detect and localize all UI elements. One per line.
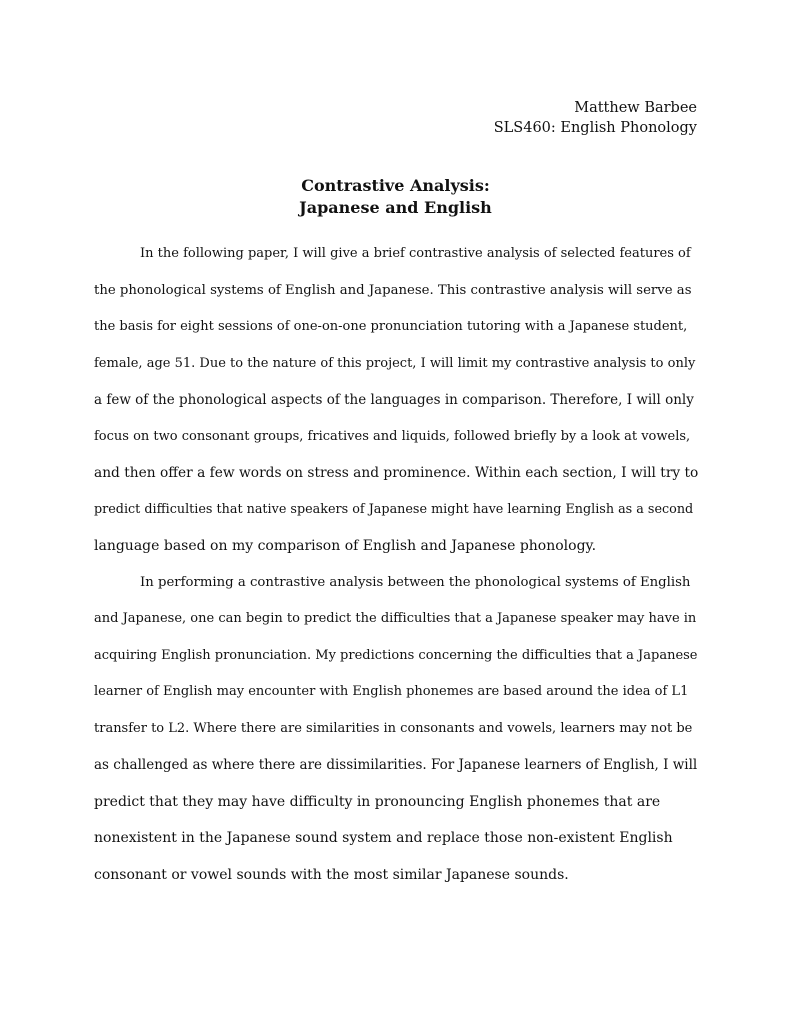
document-title <box>0 175 791 219</box>
paragraph-line: In the following paper, I will give a brief contrastive analysis of selected features of <box>140 246 691 261</box>
title-line-2: Japanese and English <box>299 198 492 217</box>
course-name: SLS460: English Phonology <box>493 120 697 136</box>
paragraph-line: the phonological systems of English and Japanese. This contrastive analysis will serve as <box>94 282 692 298</box>
paragraph-line: learner of English may encounter with English phonemes are based around the idea of L1 <box>94 684 689 699</box>
paragraph-line: predict difficulties that native speakers of Japanese might have learning English as a second <box>94 501 694 517</box>
paragraph-line: and then offer a few words on stress and prominence. Within each section, I will try to <box>94 465 699 481</box>
paragraph-2 <box>94 565 698 894</box>
paragraph-line: language based on my comparison of English and Japanese phonology. <box>94 538 597 554</box>
paragraph-1 <box>94 236 698 565</box>
paragraph-line: the basis for eight sessions of one-on-one pronunciation tutoring with a Japanese student, <box>94 319 688 334</box>
paragraph-line: focus on two consonant groups, fricatives and liquids, followed briefly by a look at vowels, <box>94 428 691 444</box>
document-header <box>494 98 697 138</box>
paragraph-line: acquiring English pronunciation. My predictions concerning the difficulties that a Japanese <box>94 647 698 663</box>
paragraph-line: In performing a contrastive analysis between the phonological systems of English <box>140 574 691 590</box>
author-name: Matthew Barbee <box>574 100 697 116</box>
paragraph-line: as challenged as where there are dissimilarities. For Japanese learners of English, I will <box>94 757 698 773</box>
document-body <box>94 236 698 893</box>
paragraph-line: a few of the phonological aspects of the languages in comparison. Therefore, I will only <box>94 392 694 408</box>
paragraph-line: nonexistent in the Japanese sound system and replace those non-existent English <box>94 830 673 846</box>
paragraph-line: female, age 51. Due to the nature of this project, I will limit my contrastive analysis to only <box>94 355 696 371</box>
paragraph-line: consonant or vowel sounds with the most similar Japanese sounds. <box>94 866 569 883</box>
paragraph-line: and Japanese, one can begin to predict the difficulties that a Japanese speaker may have in <box>94 611 697 626</box>
paragraph-line: predict that they may have difficulty in pronouncing English phonemes that are <box>94 793 661 810</box>
paragraph-line: transfer to L2. Where there are similarities in consonants and vowels, learners may not be <box>94 720 693 736</box>
title-line-1: Contrastive Analysis: <box>301 176 490 195</box>
